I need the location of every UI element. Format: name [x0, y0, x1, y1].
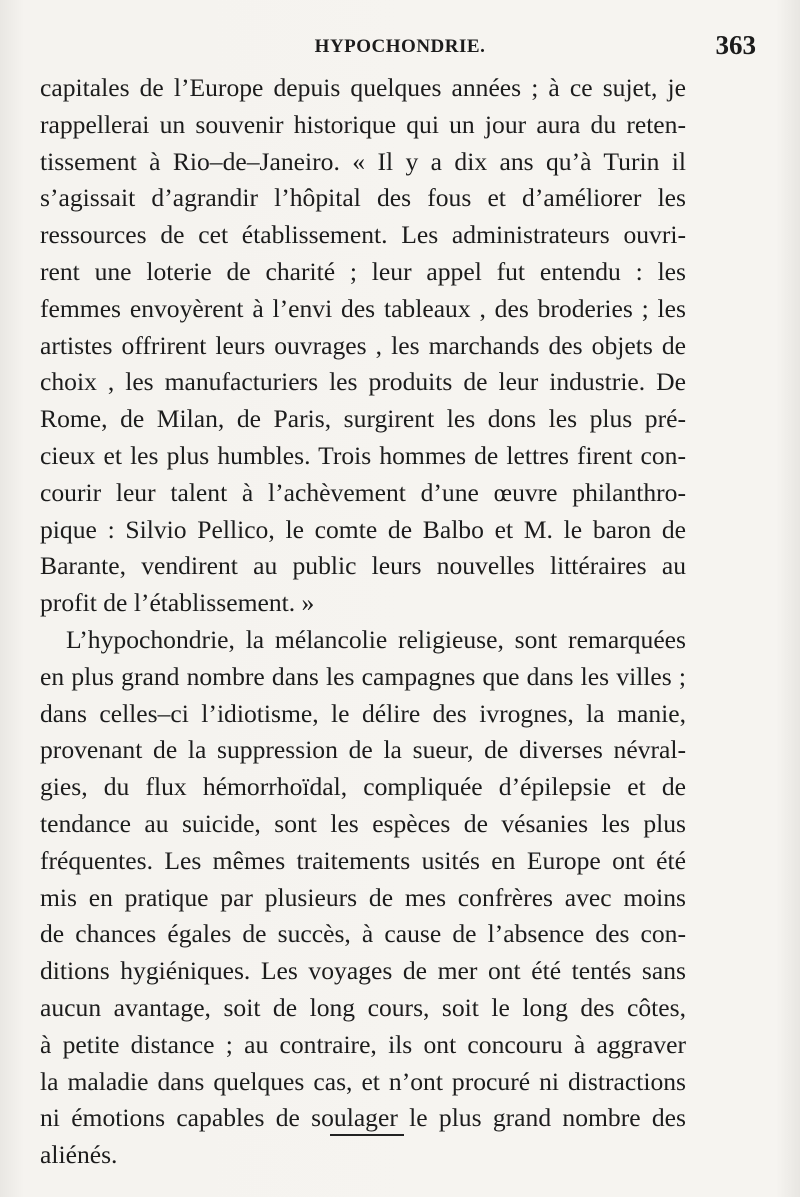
body-text: [40, 70, 686, 1174]
text-line: rent une loterie de charité ; leur appel fut entendu : les: [40, 256, 686, 286]
text-line: Rome, de Milan, de Paris, surgirent les dons les plus pré-: [40, 404, 686, 434]
text-line: en plus grand nombre dans les campagnes que dans les villes ;: [40, 661, 686, 691]
text-line: ni émotions capables de soulager le plus grand nombre des: [40, 1103, 686, 1133]
paragraph-1: [40, 70, 686, 622]
text-line: tissement à Rio–de–Janeiro. « Il y a dix ans qu’à Turin il: [40, 146, 686, 176]
text-line: provenant de la suppression de la sueur, de diverses névral-: [40, 735, 686, 765]
text-line: à petite distance ; au contraire, ils ont concouru à aggraver: [40, 1029, 686, 1059]
text-line: choix , les manufacturiers les produits de leur industrie. De: [40, 367, 686, 397]
text-line: gies, du flux hémorrhoïdal, compliquée d’épilepsie et de: [40, 772, 686, 802]
text-line: courir leur talent à l’achèvement d’une œuvre philanthro-: [40, 477, 686, 507]
end-rule: [330, 1134, 404, 1136]
text-line: dans celles–ci l’idiotisme, le délire des ivrognes, la manie,: [40, 698, 686, 728]
page-header: [40, 30, 760, 64]
text-line: la maladie dans quelques cas, et n’ont procuré ni distractions: [40, 1066, 686, 1096]
text-line: femmes envoyèrent à l’envi des tableaux , des broderies ; les: [40, 293, 686, 323]
text-line: ressources de cet établissement. Les administrateurs ouvri-: [40, 220, 686, 250]
text-line: s’agissait d’agrandir l’hôpital des fous et d’améliorer les: [40, 183, 686, 213]
text-line: cieux et les plus humbles. Trois hommes de lettres firent con-: [40, 440, 686, 470]
text-line: aliénés.: [40, 1140, 118, 1170]
text-line: fréquentes. Les mêmes traitements usités en Europe ont été: [40, 845, 686, 875]
text-line: artistes offrirent leurs ouvrages , les marchands des objets de: [40, 330, 686, 360]
text-line: pique : Silvio Pellico, le comte de Balbo et M. le baron de: [40, 514, 686, 544]
text-line: L’hypochondrie, la mélancolie religieuse, sont remarquées: [66, 624, 686, 654]
text-line: mis en pratique par plusieurs de mes confrères avec moins: [40, 882, 686, 912]
text-line: de chances égales de succès, à cause de l’absence des con-: [40, 919, 686, 949]
text-line: Barante, vendirent au public leurs nouvelles littéraires au: [40, 551, 686, 581]
text-line: capitales de l’Europe depuis quelques années ; à ce sujet, je: [40, 73, 686, 102]
paragraph-2: [40, 622, 686, 1174]
text-line: profit de l’établissement. »: [40, 588, 315, 618]
text-line: tendance au suicide, sont les espèces de vésanies les plus: [40, 808, 686, 838]
page-number: 363: [715, 30, 756, 60]
text-line: rappellerai un souvenir historique qui un jour aura du reten-: [40, 109, 686, 139]
text-line: aucun avantage, soit de long cours, soit le long des côtes,: [40, 992, 686, 1022]
running-title: HYPOCHONDRIE.: [314, 36, 486, 57]
text-line: ditions hygiéniques. Les voyages de mer ont été tentés sans: [40, 956, 686, 986]
